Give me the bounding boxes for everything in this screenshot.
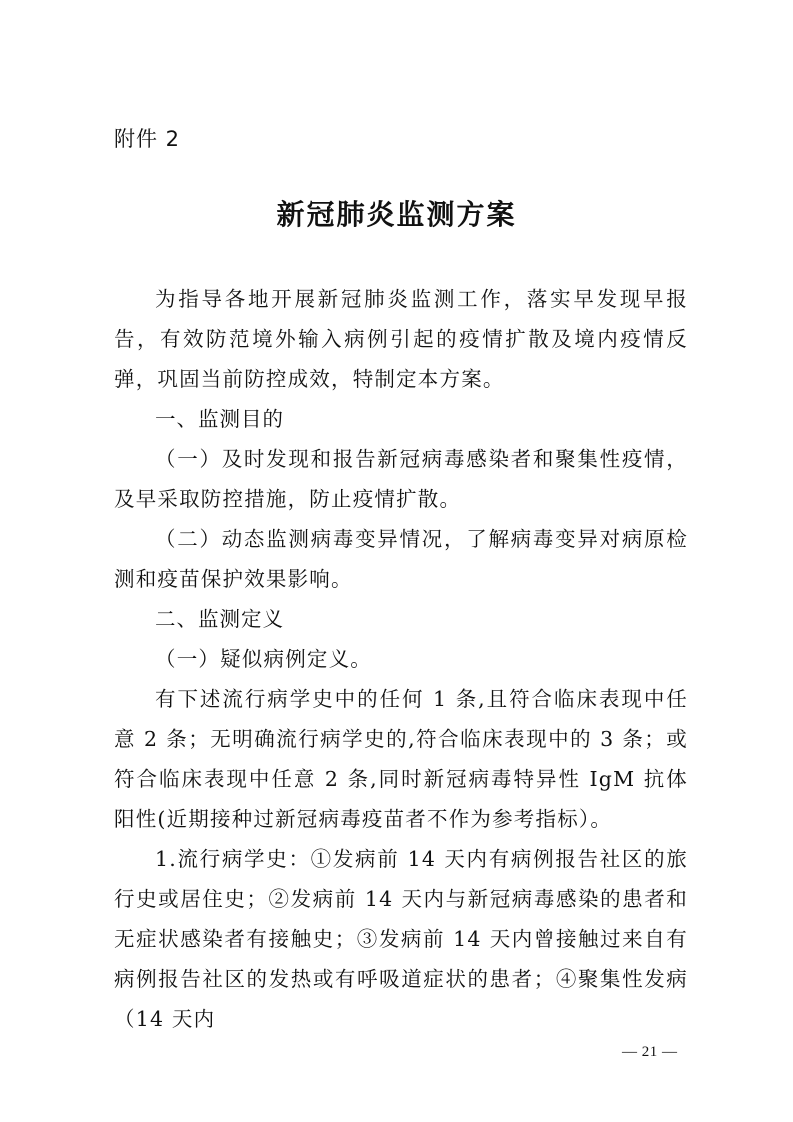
purpose-item-2: （二）动态监测病毒变异情况，了解病毒变异对病原检测和疫苗保护效果影响。 [114,527,688,591]
document-body [114,279,688,1039]
section-heading-monitoring-purpose: 一、监测目的 [155,407,284,431]
attachment-label: 附件 2 [114,127,181,151]
epidemiological-history-paragraph: 1.流行病学史：①发病前 14 天内有病例报告社区的旅行史或居住史；②发病前 14 天内与新冠病毒感染的患者和无症状感染者有接触史；③发病前 14 天内曾接触过来自有病例报告社区的发热或有呼吸道症状的患者；④聚集性发病（14 天内 [114,847,688,1031]
suspected-case-paragraph: 有下述流行病学史中的任何 1 条,且符合临床表现中任意 2 条；无明确流行病学史的,符合临床表现中的 3 条；或符合临床表现中任意 2 条,同时新冠病毒特异性 IgM 抗体阳性(近期接种过新冠病毒疫苗者不作为参考指标）。 [114,687,688,831]
intro-paragraph: 为指导各地开展新冠肺炎监测工作，落实早发现早报告，有效防范境外输入病例引起的疫情扩散及境内疫情反弹，巩固当前防控成效，特制定本方案。 [114,287,688,391]
section-heading-monitoring-definition: 二、监测定义 [155,607,284,631]
document-title: 新冠肺炎监测方案 [276,198,517,231]
purpose-item-1: （一）及时发现和报告新冠病毒感染者和聚集性疫情，及早采取防控措施，防止疫情扩散。 [114,447,688,511]
suspected-case-subheading: （一）疑似病例定义。 [155,647,372,671]
page-number: — 21 — [622,1044,678,1060]
